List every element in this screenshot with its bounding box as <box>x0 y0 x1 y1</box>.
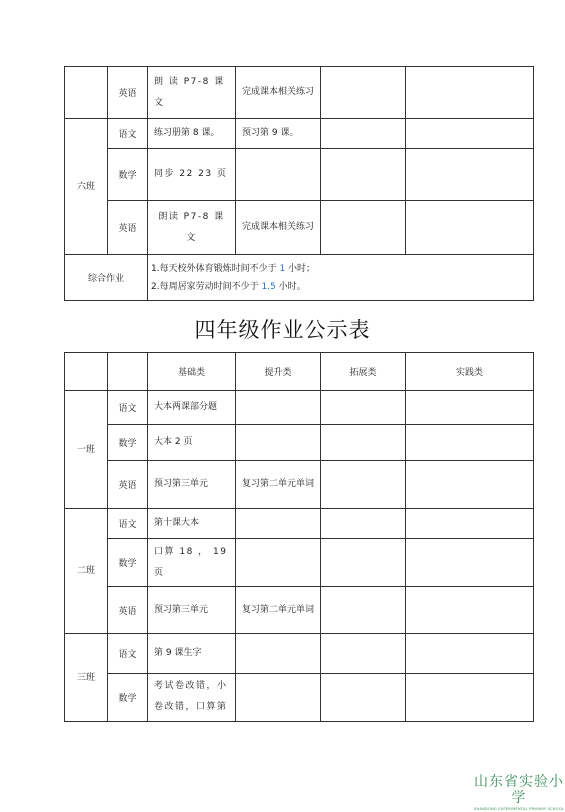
subject-cell: 英语 <box>108 587 148 634</box>
header-blank <box>108 353 148 391</box>
improve-cell: 复习第二单元单词 <box>236 587 321 634</box>
header-row <box>65 353 534 391</box>
class-label-cell: 一班 <box>65 391 108 509</box>
subject-cell: 语文 <box>108 391 148 425</box>
extend-cell <box>321 509 406 539</box>
header-blank <box>65 353 108 391</box>
table-row <box>65 425 534 461</box>
extend-cell <box>321 149 406 201</box>
subject-cell: 数学 <box>108 674 148 722</box>
homework-table-continued <box>64 66 534 301</box>
subject-cell: 数学 <box>108 425 148 461</box>
table-row <box>65 634 534 674</box>
class-label-cell: 二班 <box>65 509 108 634</box>
improve-cell: 复习第二单元单词 <box>236 461 321 509</box>
practice-cell <box>406 587 534 634</box>
improve-cell <box>236 539 321 587</box>
extend-cell <box>321 674 406 722</box>
header-extend: 拓展类 <box>321 353 406 391</box>
table-row <box>65 255 534 301</box>
subject-cell: 英语 <box>108 461 148 509</box>
basic-cell: 同步 22 23 页 <box>148 149 236 201</box>
table-row <box>65 67 534 119</box>
basic-cell: 考试卷改错，小卷改错，口算第 <box>148 674 236 722</box>
comprehensive-line-2: 2.每周居家劳动时间不少于 1.5 小时。 <box>151 281 306 292</box>
improve-cell <box>236 391 321 425</box>
subject-cell: 语文 <box>108 119 148 149</box>
header-basic: 基础类 <box>148 353 236 391</box>
basic-cell: 练习册第 8 课。 <box>148 119 236 149</box>
extend-cell <box>321 67 406 119</box>
subject-cell: 语文 <box>108 509 148 539</box>
practice-cell <box>406 634 534 674</box>
basic-cell: 第 9 课生字 <box>148 634 236 674</box>
basic-cell: 口算 18 ， 19 页 <box>148 539 236 587</box>
table-row <box>65 119 534 149</box>
basic-cell: 大本两课部分题 <box>148 391 236 425</box>
improve-cell <box>236 634 321 674</box>
practice-cell <box>406 509 534 539</box>
subject-cell: 英语 <box>108 67 148 119</box>
comprehensive-line-1: 1.每天校外体育锻炼时间不少于 1 小时； <box>151 263 316 274</box>
basic-cell: 朗读 P7-8 课文 <box>148 201 236 255</box>
improve-cell: 预习第 9 课。 <box>236 119 321 149</box>
practice-cell <box>406 201 534 255</box>
practice-cell <box>406 461 534 509</box>
class-cell <box>65 67 108 119</box>
class-label-cell: 三班 <box>65 634 108 722</box>
basic-cell: 朗 读 P7-8 课文 <box>148 67 236 119</box>
grade4-homework-table <box>64 352 534 722</box>
table-row <box>65 391 534 425</box>
improve-cell <box>236 509 321 539</box>
extend-cell <box>321 461 406 509</box>
extend-cell <box>321 391 406 425</box>
improve-cell: 完成课本相关练习 <box>236 201 321 255</box>
improve-cell: 完成课本相关练习 <box>236 67 321 119</box>
school-logo-name: 山东省实验小学 <box>474 774 564 806</box>
table-row <box>65 201 534 255</box>
comprehensive-label: 综合作业 <box>65 255 148 301</box>
table-row <box>65 587 534 634</box>
subject-cell: 英语 <box>108 201 148 255</box>
table-row <box>65 461 534 509</box>
practice-cell <box>406 67 534 119</box>
header-improve: 提升类 <box>236 353 321 391</box>
school-logo <box>474 774 564 812</box>
extend-cell <box>321 539 406 587</box>
practice-cell <box>406 119 534 149</box>
table-row <box>65 539 534 587</box>
improve-cell <box>236 425 321 461</box>
header-practice: 实践类 <box>406 353 534 391</box>
extend-cell <box>321 587 406 634</box>
comprehensive-content <box>148 255 534 301</box>
page-title: 四年级作业公示表 <box>194 318 371 342</box>
practice-cell <box>406 539 534 587</box>
class-label-cell: 六班 <box>65 119 108 255</box>
extend-cell <box>321 119 406 149</box>
practice-cell <box>406 391 534 425</box>
basic-cell: 预习第三单元 <box>148 461 236 509</box>
improve-cell <box>236 674 321 722</box>
subject-cell: 数学 <box>108 149 148 201</box>
extend-cell <box>321 634 406 674</box>
table-row <box>65 509 534 539</box>
basic-cell: 预习第三单元 <box>148 587 236 634</box>
school-logo-english: SHANDONG EXPERIMENTAL PRIMARY SCHOOL <box>474 807 564 811</box>
extend-cell <box>321 425 406 461</box>
practice-cell <box>406 674 534 722</box>
improve-cell <box>236 149 321 201</box>
basic-cell: 第十课大本 <box>148 509 236 539</box>
extend-cell <box>321 201 406 255</box>
basic-cell: 大本 2 页 <box>148 425 236 461</box>
table-row <box>65 149 534 201</box>
table-row <box>65 674 534 722</box>
subject-cell: 数学 <box>108 539 148 587</box>
practice-cell <box>406 149 534 201</box>
practice-cell <box>406 425 534 461</box>
subject-cell: 语文 <box>108 634 148 674</box>
